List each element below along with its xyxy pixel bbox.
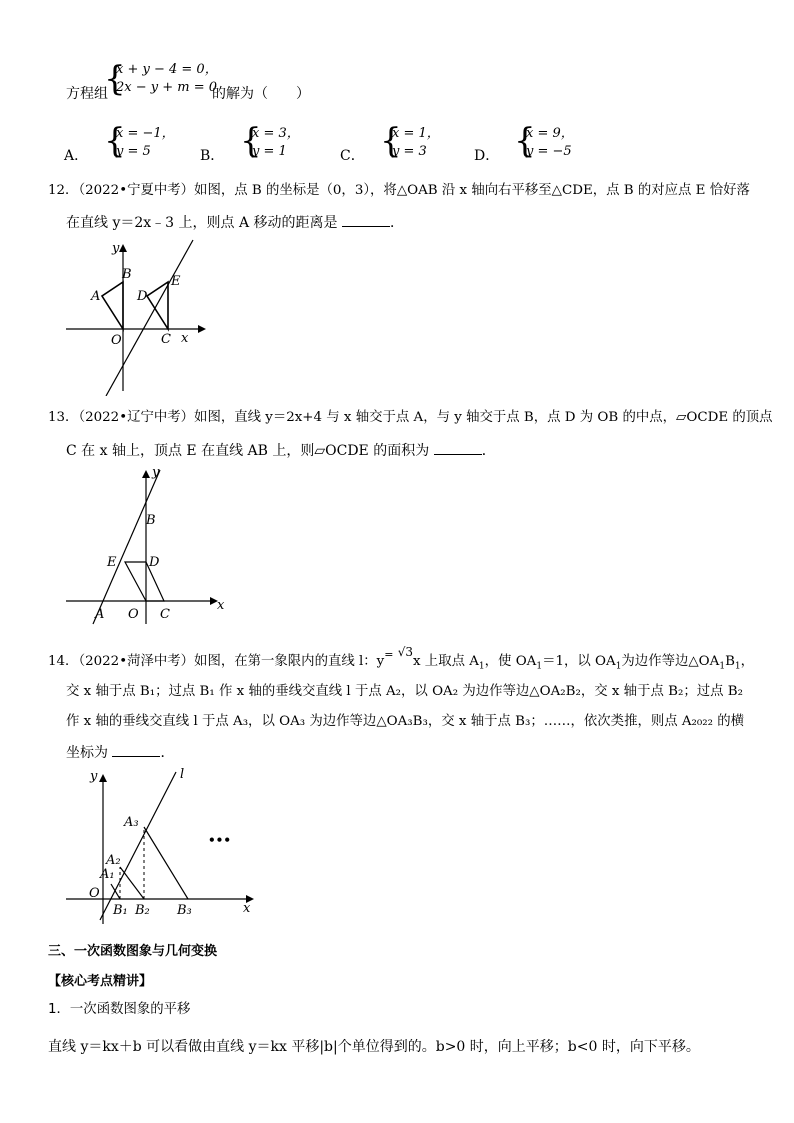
q13-figure [60, 462, 240, 626]
q13-label-b: B [146, 513, 156, 528]
q12-line2: 在直线 y＝2x﹣3 上，则点 A 移动的距离是 ． [66, 212, 404, 233]
q14-label-l: l [180, 767, 185, 782]
q11-option-b-line2: y = 1 [252, 144, 287, 159]
q13-y-arrow [142, 470, 150, 478]
q12-label-o: O [111, 333, 122, 348]
q14-label-o: O [89, 886, 100, 901]
q14-segment-a2b2 [120, 867, 144, 899]
q14-label-x: x [243, 901, 251, 916]
q14-label-b3: B₃ [177, 903, 192, 918]
q13-label-c: C [160, 607, 170, 622]
q14-label-b2: B₂ [135, 903, 150, 918]
q13-label-a: A [95, 607, 105, 622]
q14-label-a2: A₂ [106, 853, 121, 868]
q11-option-d-label[interactable]: D． [474, 148, 500, 164]
q13-line1: 13．（2022•辽宁中考）如图，直线 y＝2x+4 与 x 轴交于点 A，与 y 轴交于点 B，点 D 为 OB 的中点，▱OCDE 的顶点 [48, 410, 773, 425]
q14-label-a3: A₃ [124, 815, 139, 830]
q14-sqrt3: √3 [397, 645, 413, 659]
q13-label-x: x [217, 598, 225, 613]
q14-label-y: y [90, 769, 98, 784]
q12-x-arrow [198, 325, 206, 333]
q11-option-d-line1: x = 9， [526, 126, 574, 141]
q14-label-b1: B₁ [113, 903, 128, 918]
q13-answer-blank[interactable] [434, 440, 482, 455]
q14-label-a1: A₁ [100, 867, 115, 882]
q12-y-arrow [119, 244, 127, 252]
q12-label-x: x [181, 331, 189, 346]
section3-title: 三、一次函数图象与几何变换 [48, 944, 218, 959]
q11-option-d-line2: y = −5 [526, 144, 572, 159]
q11-option-c-brace: { [380, 121, 402, 161]
section3-point1: 1．一次函数图象的平移 [48, 1002, 191, 1017]
q13-label-o: O [128, 607, 139, 622]
q14-line1: 14．（2022•菏泽中考）如图，在第一象限内的直线 l：y= √3x 上取点 $A_1$，使 $OA_1=1$，以 $OA_1$为边作等边$\triangle OA_1B_1$， [48, 645, 755, 672]
q11-option-b-brace: { [240, 121, 262, 161]
q14-segment-a3b3 [144, 827, 188, 899]
q14-line-l [100, 772, 176, 920]
q12-answer-blank[interactable] [342, 212, 390, 227]
q14-ellipsis: ••• [208, 833, 232, 847]
q14-line2: 交 x 轴于点 B₁；过点 B₁ 作 x 轴的垂线交直线 l 于点 A₂，以 OA₂ 为边作等边△OA₂B₂，交 x 轴于点 B₂；过点 B₂ [66, 684, 743, 699]
q11-brace: { [104, 59, 126, 99]
section3-subtitle: 【核心考点精讲】 [48, 974, 153, 989]
q11-option-a-label[interactable]: A． [64, 148, 89, 164]
q12-line1: 12．（2022•宁夏中考）如图，点 B 的坐标是（0，3），将△OAB 沿 x 轴向右平移至△CDE，点 B 的对应点 E 恰好落 [48, 183, 750, 198]
q11-option-b-label[interactable]: B． [200, 148, 225, 164]
q12-label-e: E [171, 274, 181, 289]
q11-eq2: 2x − y + m = 0 [116, 80, 218, 95]
q13-label-d: D [149, 555, 160, 570]
q14-y-arrow [99, 774, 107, 782]
q13-label-e: E [107, 555, 117, 570]
q13-line2: C 在 x 轴上，顶点 E 在直线 AB 上，则▱OCDE 的面积为 ． [66, 440, 496, 461]
q12-line [106, 240, 193, 396]
q11-option-a-brace: { [104, 121, 126, 161]
q11-option-b-line1: x = 3， [252, 126, 300, 141]
q11-eq1: x + y − 4 = 0， [116, 62, 218, 77]
q14-figure [60, 764, 260, 924]
q11-option-c-label[interactable]: C． [340, 148, 365, 164]
q12-triangle-oab [102, 282, 123, 329]
section3-desc: 直线 y＝kx＋b 可以看做由直线 y＝kx 平移|b|个单位得到的。b>0 时，向上平移；b<0 时，向下平移。 [48, 1039, 700, 1055]
q11-option-a-line2: y = 5 [116, 144, 151, 159]
q11-option-a-line1: x = −1， [116, 126, 175, 141]
q14-line4: 坐标为 ． [66, 742, 174, 763]
q12-label-y: y [112, 241, 120, 256]
q14-line3: 作 x 轴的垂线交直线 l 于点 A₃，以 OA₃ 为边作等边△OA₃B₃，交 x 轴于点 B₃；……，依次类推，则点 A₂₀₂₂ 的横 [66, 714, 745, 729]
q11-option-c-line2: y = 3 [392, 144, 427, 159]
q11-prefix: 方程组 [66, 86, 108, 102]
q11-option-c-line1: x = 1， [392, 126, 440, 141]
q11-suffix: 的解为（ ） [212, 86, 310, 102]
q13-label-y: y [152, 465, 160, 480]
q12-label-a: A [91, 289, 101, 304]
q12-triangle-cde [147, 282, 168, 329]
q12-label-b: B [122, 267, 132, 282]
q14-answer-blank[interactable] [112, 742, 160, 757]
q12-label-c: C [161, 332, 171, 347]
q12-label-d: D [137, 289, 148, 304]
q11-option-d-brace: { [514, 121, 536, 161]
q12-figure [60, 236, 210, 396]
